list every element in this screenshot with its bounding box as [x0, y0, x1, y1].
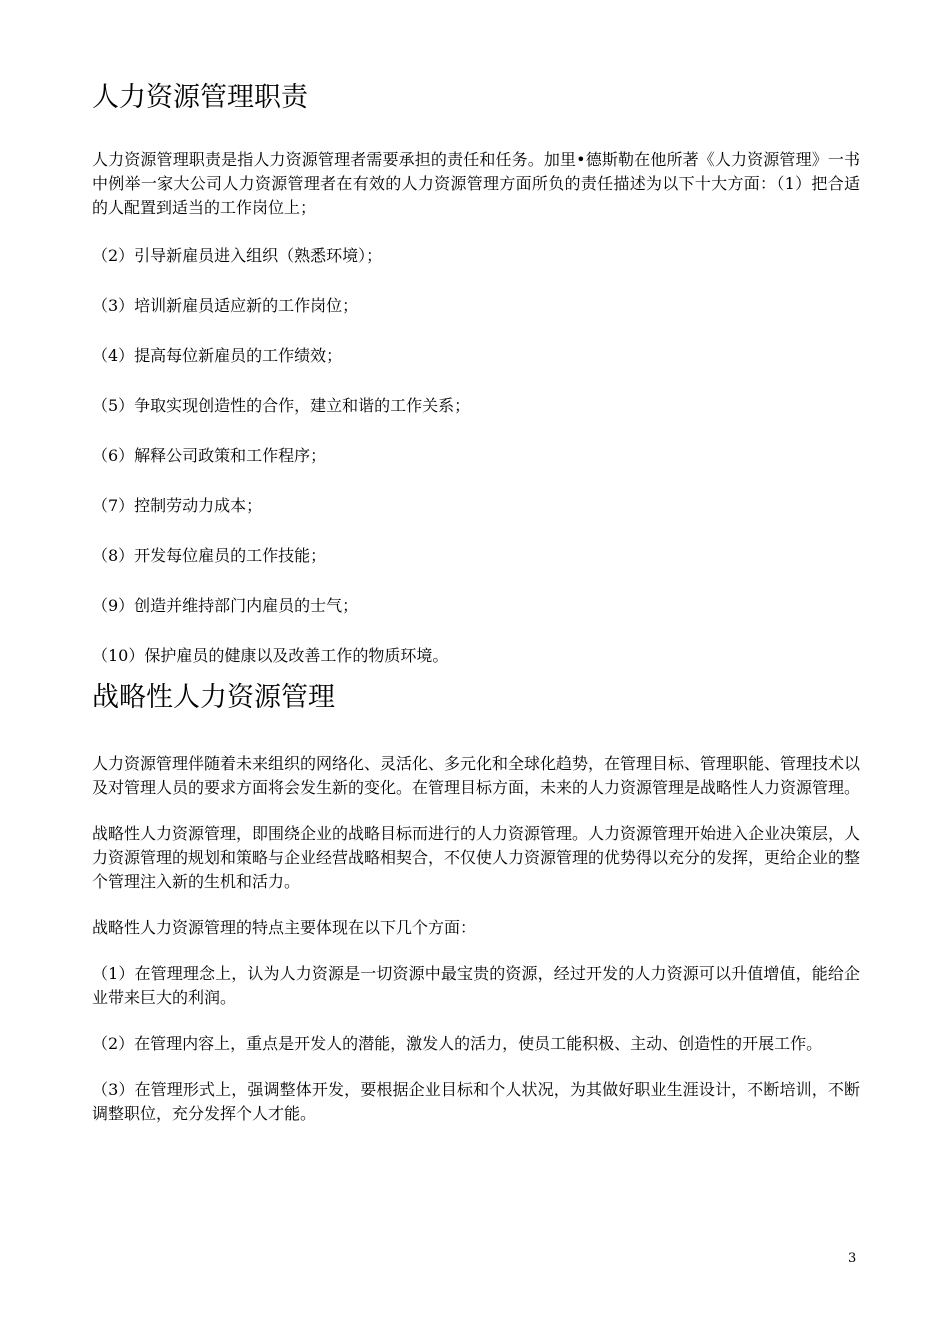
section-title-strategic-hrm: 战略性人力资源管理: [92, 682, 335, 713]
list-item: （2）引导新雇员进入组织（熟悉环境）；: [92, 246, 383, 265]
list-item: （8）开发每位雇员的工作技能；: [92, 546, 327, 565]
body-paragraph: 战略性人力资源管理，即围绕企业的战略目标而进行的人力资源管理。人力资源管理开始进入企业决策层，人力资源管理的规划和策略与企业经营战略相契合，不仅使人力资源管理的优势得以充分的发挥，更给企业的整个管理注入新的生机和活力。: [92, 824, 861, 891]
list-item: （3）培训新雇员适应新的工作岗位；: [92, 296, 359, 315]
list-item: （10）保护雇员的健康以及改善工作的物质环境。: [92, 646, 449, 665]
page-content: [92, 78, 860, 1148]
list-item: （5）争取实现创造性的合作，建立和谐的工作关系；: [92, 396, 471, 415]
list-item: （7）控制劳动力成本；: [92, 496, 263, 515]
body-paragraph: （1）在管理理念上，认为人力资源是一切资源中最宝贵的资源，经过开发的人力资源可以升值增值，能给企业带来巨大的利润。: [92, 964, 860, 1007]
section-body: [92, 752, 860, 1126]
list-item: （6）解释公司政策和工作程序；: [92, 446, 327, 465]
body-paragraph: 战略性人力资源管理的特点主要体现在以下几个方面：: [92, 918, 477, 937]
duty-list: [92, 244, 860, 668]
body-paragraph: （3）在管理形式上，强调整体开发，要根据企业目标和个人状况，为其做好职业生涯设计，不断培训，不断调整职位，充分发挥个人才能。: [92, 1080, 860, 1123]
body-paragraph: （2）在管理内容上，重点是开发人的潜能，激发人的活力，使员工能积极、主动、创造性的开展工作。: [92, 1034, 823, 1053]
list-item: （4）提高每位新雇员的工作绩效；: [92, 346, 343, 365]
section-intro-paragraph: 人力资源管理职责是指人力资源管理者需要承担的责任和任务。加里•德斯勒在他所著《人力资源管理》一书中例举一家大公司人力资源管理者在有效的人力资源管理方面所负的责任描述为以下十大方面：（1）把合适的人配置到适当的工作岗位上；: [92, 150, 860, 217]
page-number: 3: [848, 1251, 857, 1266]
section-title-hr-duties: 人力资源管理职责: [92, 82, 308, 113]
list-item: （9）创造并维持部门内雇员的士气；: [92, 596, 359, 615]
body-paragraph: 人力资源管理伴随着未来组织的网络化、灵活化、多元化和全球化趋势，在管理目标、管理职能、管理技术以及对管理人员的要求方面将会发生新的变化。在管理目标方面，未来的人力资源管理是战略性人力资源管理。: [92, 754, 861, 797]
